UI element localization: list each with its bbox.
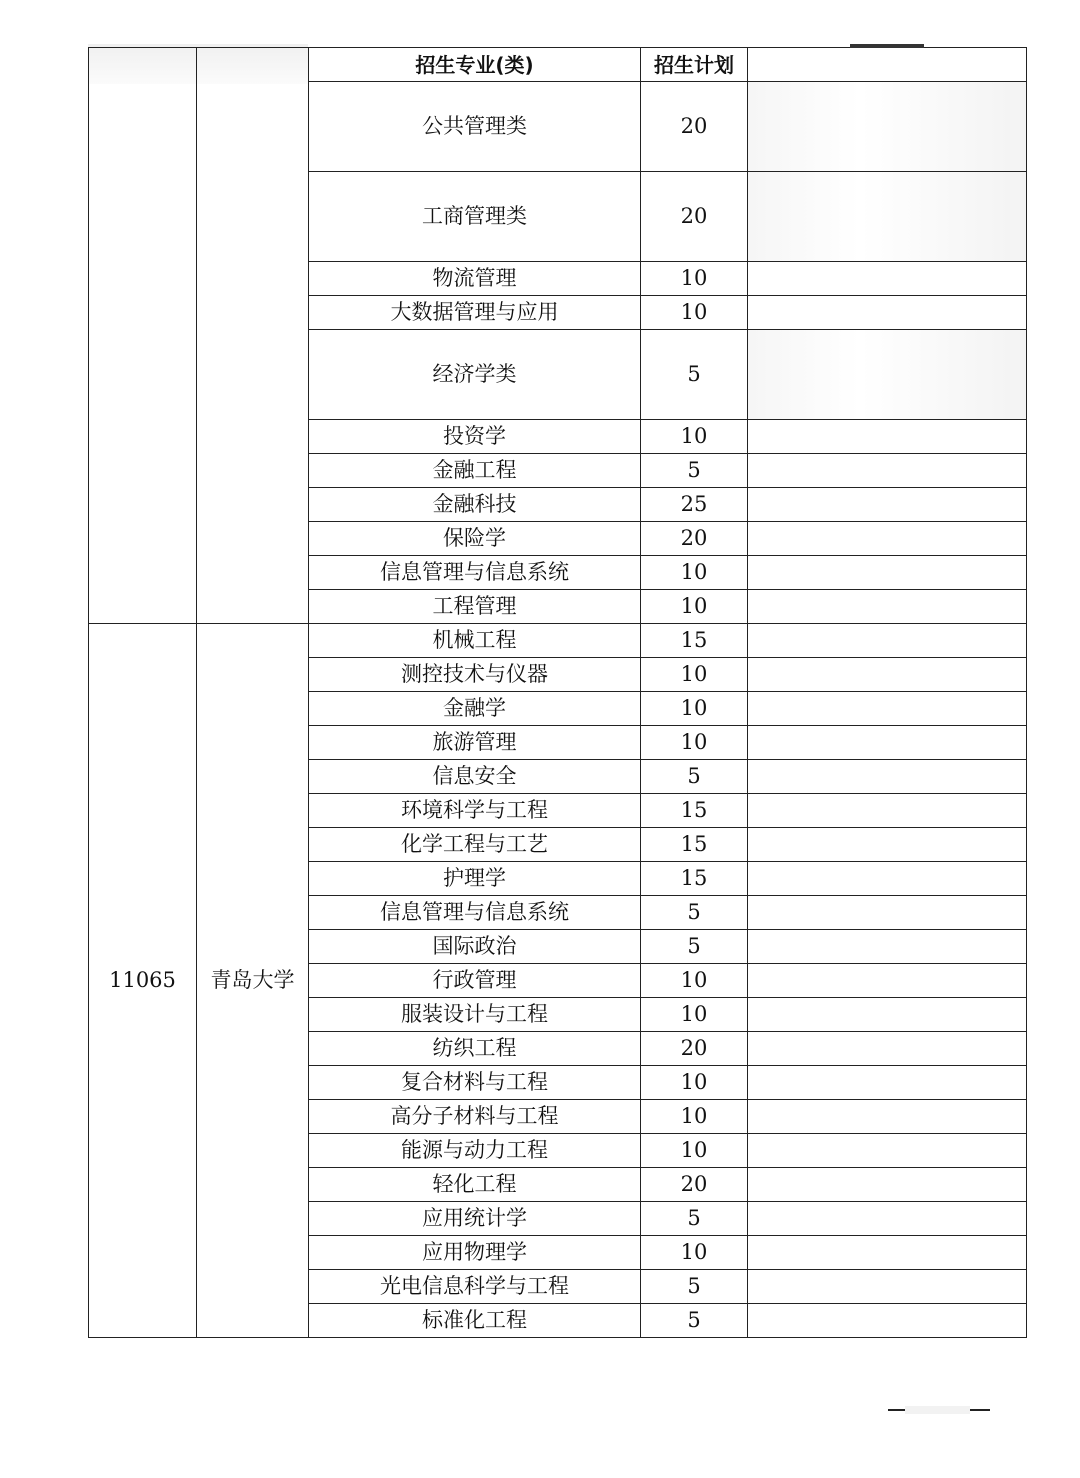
plan-cell: 20 — [641, 172, 748, 262]
plan-cell: 10 — [641, 420, 748, 454]
note-cell — [748, 794, 1027, 828]
major-cell: 复合材料与工程 — [309, 1066, 641, 1100]
plan-cell: 20 — [641, 82, 748, 172]
note-cell — [748, 658, 1027, 692]
note-cell — [748, 1168, 1027, 1202]
plan-cell: 10 — [641, 1066, 748, 1100]
plan-cell: 5 — [641, 454, 748, 488]
note-cell — [748, 1066, 1027, 1100]
major-cell: 高分子材料与工程 — [309, 1100, 641, 1134]
major-cell: 物流管理 — [309, 262, 641, 296]
admissions-table — [88, 47, 1027, 1338]
major-cell: 工商管理类 — [309, 172, 641, 262]
plan-cell: 10 — [641, 726, 748, 760]
note-cell — [748, 82, 1027, 172]
major-cell: 信息安全 — [309, 760, 641, 794]
plan-cell: 15 — [641, 828, 748, 862]
major-cell: 信息管理与信息系统 — [309, 556, 641, 590]
major-cell: 测控技术与仪器 — [309, 658, 641, 692]
major-cell: 金融科技 — [309, 488, 641, 522]
school-code-cell: 11065 — [89, 624, 197, 1338]
major-cell: 旅游管理 — [309, 726, 641, 760]
major-cell: 金融工程 — [309, 454, 641, 488]
note-cell — [748, 930, 1027, 964]
major-cell: 行政管理 — [309, 964, 641, 998]
note-cell — [748, 964, 1027, 998]
note-cell — [748, 1202, 1027, 1236]
plan-cell: 10 — [641, 998, 748, 1032]
major-cell: 能源与动力工程 — [309, 1134, 641, 1168]
school-name-cell: 青岛大学 — [197, 624, 309, 1338]
major-cell: 应用物理学 — [309, 1236, 641, 1270]
note-cell — [748, 420, 1027, 454]
plan-cell: 10 — [641, 692, 748, 726]
major-cell: 纺织工程 — [309, 1032, 641, 1066]
note-cell — [748, 172, 1027, 262]
note-cell — [748, 726, 1027, 760]
note-cell — [748, 1236, 1027, 1270]
plan-cell: 15 — [641, 794, 748, 828]
major-cell: 信息管理与信息系统 — [309, 896, 641, 930]
plan-cell: 10 — [641, 964, 748, 998]
major-cell: 环境科学与工程 — [309, 794, 641, 828]
major-cell: 护理学 — [309, 862, 641, 896]
note-cell — [748, 1032, 1027, 1066]
note-cell — [748, 330, 1027, 420]
plan-cell: 20 — [641, 1168, 748, 1202]
plan-cell: 5 — [641, 930, 748, 964]
plan-cell: 10 — [641, 1236, 748, 1270]
note-header — [748, 48, 1027, 82]
major-cell: 化学工程与工艺 — [309, 828, 641, 862]
major-cell: 经济学类 — [309, 330, 641, 420]
plan-cell: 5 — [641, 1202, 748, 1236]
major-cell: 大数据管理与应用 — [309, 296, 641, 330]
plan-cell: 5 — [641, 1270, 748, 1304]
major-cell: 国际政治 — [309, 930, 641, 964]
note-cell — [748, 828, 1027, 862]
note-cell — [748, 998, 1027, 1032]
plan-cell: 10 — [641, 590, 748, 624]
note-cell — [748, 1304, 1027, 1338]
major-cell: 工程管理 — [309, 590, 641, 624]
plan-cell: 5 — [641, 760, 748, 794]
note-cell — [748, 488, 1027, 522]
header-row — [89, 48, 1027, 82]
major-cell: 保险学 — [309, 522, 641, 556]
plan-header: 招生计划 — [641, 48, 748, 82]
plan-cell: 10 — [641, 262, 748, 296]
plan-cell: 10 — [641, 1100, 748, 1134]
note-cell — [748, 262, 1027, 296]
major-cell: 投资学 — [309, 420, 641, 454]
note-cell — [748, 862, 1027, 896]
note-cell — [748, 624, 1027, 658]
note-cell — [748, 692, 1027, 726]
note-cell — [748, 896, 1027, 930]
plan-cell: 5 — [641, 330, 748, 420]
note-cell — [748, 296, 1027, 330]
plan-cell: 25 — [641, 488, 748, 522]
major-cell: 光电信息科学与工程 — [309, 1270, 641, 1304]
note-cell — [748, 522, 1027, 556]
prev-school-name-cell — [197, 48, 309, 624]
major-cell: 机械工程 — [309, 624, 641, 658]
plan-cell: 15 — [641, 624, 748, 658]
note-cell — [748, 760, 1027, 794]
note-cell — [748, 590, 1027, 624]
plan-cell: 5 — [641, 896, 748, 930]
table-row — [89, 624, 1027, 658]
plan-cell: 10 — [641, 1134, 748, 1168]
plan-cell: 10 — [641, 658, 748, 692]
note-cell — [748, 1100, 1027, 1134]
plan-cell: 5 — [641, 1304, 748, 1338]
major-cell: 公共管理类 — [309, 82, 641, 172]
redacted-note-header — [850, 44, 924, 48]
prev-school-code-cell — [89, 48, 197, 624]
note-cell — [748, 556, 1027, 590]
note-cell — [748, 1134, 1027, 1168]
note-cell — [748, 1270, 1027, 1304]
note-cell — [748, 454, 1027, 488]
major-cell: 金融学 — [309, 692, 641, 726]
major-cell: 服装设计与工程 — [309, 998, 641, 1032]
plan-cell: 20 — [641, 1032, 748, 1066]
major-cell: 标准化工程 — [309, 1304, 641, 1338]
redacted-page-number — [905, 1406, 970, 1414]
major-cell: 应用统计学 — [309, 1202, 641, 1236]
plan-cell: 15 — [641, 862, 748, 896]
major-cell: 轻化工程 — [309, 1168, 641, 1202]
plan-cell: 10 — [641, 296, 748, 330]
plan-cell: 10 — [641, 556, 748, 590]
major-header: 招生专业(类) — [309, 48, 641, 82]
plan-cell: 20 — [641, 522, 748, 556]
